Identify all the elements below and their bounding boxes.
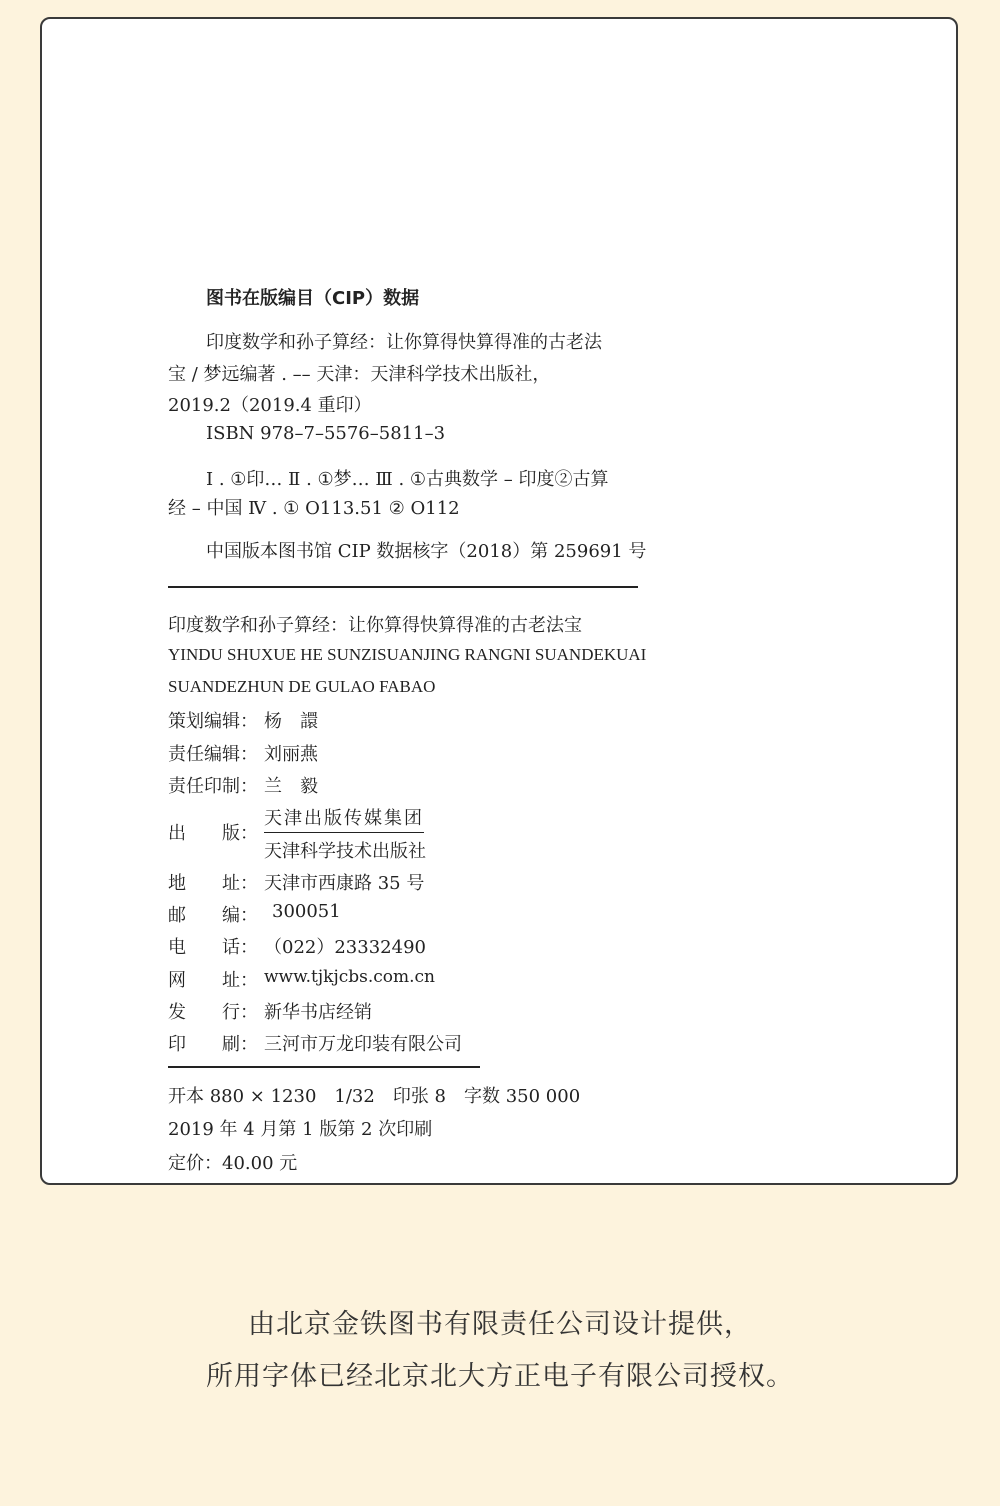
publisher-label: 出 版： (168, 823, 258, 844)
divider (168, 1066, 480, 1068)
credit-value: 刘丽燕 (264, 744, 318, 765)
credit-value: 杨 譞 (264, 711, 318, 732)
divider (168, 586, 638, 588)
website-link[interactable]: www.tjkjcbs.com.cn (264, 967, 435, 987)
info-label: 电 话： (168, 937, 258, 958)
book-title-pinyin-2: SUANDEZHUN DE GULAO FABAO (168, 677, 436, 696)
printer-value: 三河市万龙印装有限公司 (264, 1034, 462, 1055)
distribution-value: 新华书店经销 (264, 1002, 372, 1023)
cip-isbn: ISBN 978–7–5576–5811–3 (206, 423, 446, 444)
book-title: 印度数学和孙子算经：让你算得快算得准的古老法宝 (168, 615, 582, 636)
cip-line-3: 2019.2（2019.4 重印） (168, 395, 372, 416)
footer-credit-line-1: 由北京金铁图书有限责任公司设计提供， (248, 1309, 752, 1340)
info-label: 邮 编： (168, 905, 258, 926)
info-label: 地 址： (168, 873, 258, 894)
cip-heading: 图书在版编目（CIP）数据 (206, 288, 420, 309)
postcode-value: 300051 (272, 901, 341, 922)
publisher-name: 天津科学技术出版社 (264, 841, 426, 862)
cip-line-1: 印度数学和孙子算经：让你算得快算得准的古老法 (206, 332, 602, 353)
publisher-group: 天津出版传媒集团 (264, 804, 424, 833)
info-label: 网 址： (168, 970, 258, 991)
info-label: 印 刷： (168, 1034, 258, 1055)
info-label: 发 行： (168, 1002, 258, 1023)
cip-number: 中国版本图书馆 CIP 数据核字（2018）第 259691 号 (206, 541, 647, 562)
cip-line-2: 宝 / 梦远编著 . –– 天津：天津科学技术出版社， (168, 364, 551, 385)
cip-classification-1: Ⅰ . ①印… Ⅱ . ①梦… Ⅲ . ①古典数学 – 印度②古算 (206, 469, 609, 490)
phone-value: （022）23332490 (264, 937, 426, 958)
edition-info: 2019 年 4 月第 1 版第 2 次印刷 (168, 1119, 433, 1140)
credit-label: 责任编辑： (168, 744, 258, 765)
format-specs: 开本 880 × 1230 1/32 印张 8 字数 350 000 (168, 1086, 581, 1107)
credit-label: 责任印制： (168, 776, 258, 797)
footer-credit-line-2: 所用字体已经北京北大方正电子有限公司授权。 (206, 1361, 794, 1392)
price: 定价：40.00 元 (168, 1153, 298, 1174)
credit-value: 兰 毅 (264, 776, 318, 797)
address-value: 天津市西康路 35 号 (264, 873, 425, 894)
book-title-pinyin-1: YINDU SHUXUE HE SUNZISUANJING RANGNI SUANDEKUAI (168, 645, 647, 664)
cip-classification-2: 经 – 中国 Ⅳ . ① O113.51 ② O112 (168, 498, 460, 519)
credit-label: 策划编辑： (168, 711, 258, 732)
